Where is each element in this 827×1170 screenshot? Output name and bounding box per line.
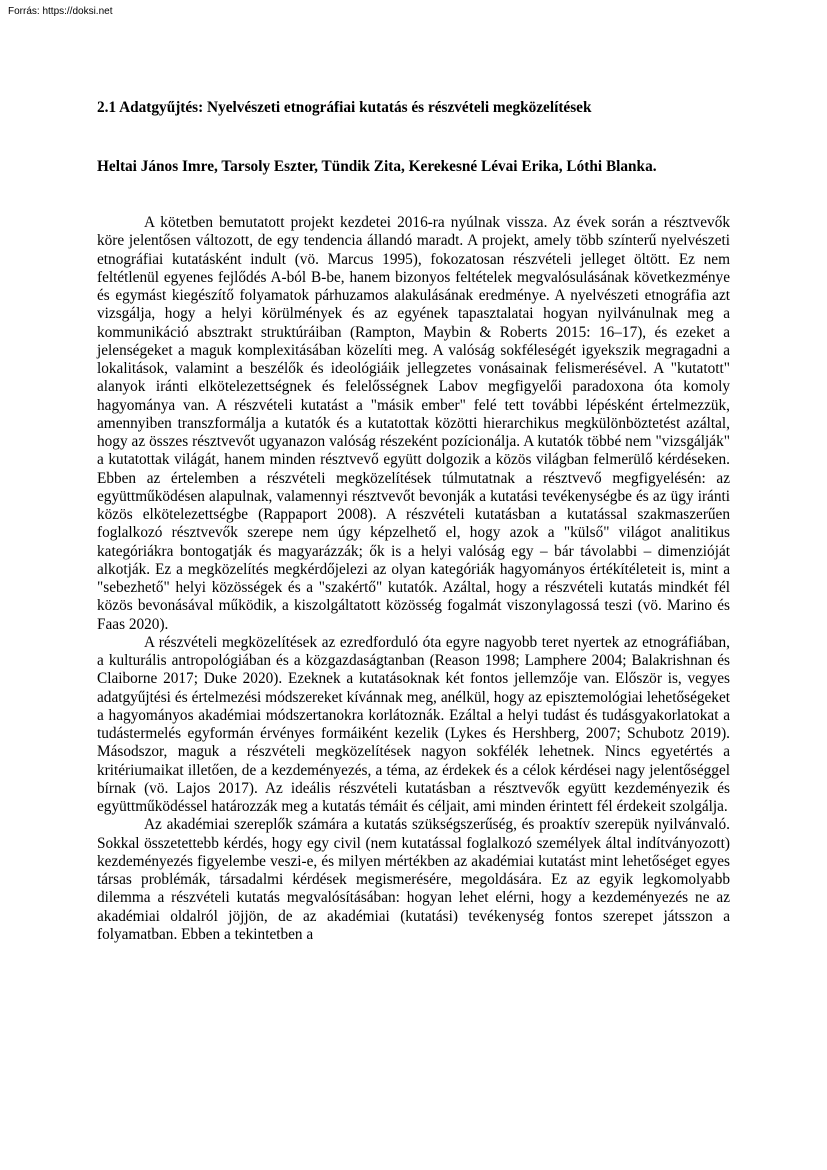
body-text	[97, 214, 730, 944]
paragraph: A részvételi megközelítések az ezredforduló óta egyre nagyobb teret nyertek az etnográfiában, a kulturális antropológiában és a közgazdaságtanban (Reason 1998; Lamphere 2004; Balakrishnan és Claiborne 2017; Duke 2020). Ezeknek a kutatásoknak két fontos jellemzője van. Először is, vegyes adatgyűjtési és értelmezési módszereket kívánnak meg, anélkül, hogy az episztemológiai lehetőségeket a hagyományos akadémiai módszertanokra korlátoznák. Ezáltal a helyi tudást és tudásgyakorlatokat a tudástermelés egyformán érvényes formáiként kezelik (Lykes és Hershberg, 2007; Schubotz 2019). Másodszor, maguk a részvételi megközelítések nagyon sokfélék lehetnek. Nincs egyetértés a kritériumaikat illetően, de a kezdeményezés, a téma, az érdekek és a célok kérdései nagy jelentőséggel bírnak (vö. Lajos 2017). Az ideális részvételi kutatásban a résztvevők együtt kezdeményezik és együttműködéssel határozzák meg a kutatás témáit és céljait, ami minden érintett fél érdekeit szolgálja.	[97, 633, 730, 815]
section-title: 2.1 Adatgyűjtés: Nyelvészeti etnográfiai kutatás és részvételi megközelítések	[97, 99, 592, 116]
source-label: Forrás: https://doksi.net	[8, 6, 113, 17]
author-list: Heltai János Imre, Tarsoly Eszter, Tündik Zita, Kerekesné Lévai Erika, Lóthi Blanka.	[97, 158, 657, 175]
paragraph: A kötetben bemutatott projekt kezdetei 2016-ra nyúlnak vissza. Az évek során a résztvevők köre jelentősen változott, de egy tendencia állandó maradt. A projekt, amely több színterű nyelvészeti etnográfiai kutatásként indult (vö. Marcus 1995), fokozatosan részvételi jelleget öltött. Ez nem feltétlenül egyenes fejlődés A-ból B-be, hanem bizonyos feltételek megvalósulásának következménye és egymást kiegészítő folyamatok párhuzamos alakulásának eredménye. A nyelvészeti etnográfia azt vizsgálja, hogy a helyi körülmények és az egyének tapasztalatai hogyan nyilvánulnak meg a kommunikáció absztrakt struktúráiban (Rampton, Maybin & Roberts 2015: 16–17), és ezeket a jelenségeket a maguk komplexitásában közelíti meg. A valóság sokféleségét igyekszik megragadni a lokalitások, valamint a beszélők és ideológiáik jellegzetes vonásainak felismerésével. A "kutatott" alanyok iránti elkötelezettségnek és felelősségnek Labov megfigyelői paradoxona óta komoly hagyománya van. A részvételi kutatást a "másik ember" felé tett további lépésként értelmezzük, amennyiben transzformálja a kutatók és a kutatottak közötti hierarchikus megkülönböztetést azáltal, hogy az összes résztvevőt ugyanazon valóság részeként pozícionálja. A kutatók többé nem "vizsgálják" a kutatottak világát, hanem minden résztvevő együtt dolgozik a közös világban felmerülő kérdéseken. Ebben az értelemben a részvételi megközelítések túlmutatnak a résztvevő megfigyelésén: az együttműködésen alapulnak, valamennyi résztvevőt bevonják a kutatási tevékenységbe és az ügy iránti közös elkötelezettségbe (Rappaport 2008). A részvételi kutatásban a kutatással szakmaszerűen foglalkozó résztvevők szerepe nem úgy képzelhető el, hogy azok a "külső" világot analitikus kategóriákra bontogatják és magyarázzák; ők is a helyi valóság egy – bár távolabbi – dimenzióját alkotják. Ez a megközelítés megkérdőjelezi az olyan kategóriák hagyományos értékítéleteit is, mint a "sebezhető" helyi közösségek és a "szakértő" kutatók. Azáltal, hogy a részvételi kutatás mindkét fél közös bevonásával működik, a kiszolgáltatott közösség fogalmát viszonylagossá teszi (vö. Marino és Faas 2020).	[97, 214, 730, 633]
paragraph: Az akadémiai szereplők számára a kutatás szükségszerűség, és proaktív szerepük nyilvánvaló. Sokkal összetettebb kérdés, hogy egy civil (nem kutatással foglalkozó személyek által indítványozott) kezdeményezés figyelembe veszi-e, és milyen mértékben az akadémiai kutatást mint lehetőséget egyes társas problémák, társadalmi kérdések megismerésére, megoldására. Ez az egyik legkomolyabb dilemma a részvételi kutatás megvalósításában: hogyan lehet elérni, hogy a kezdeményezés ne az akadémiai oldalról jöjjön, de az akadémiai (kutatási) tevékenység fontos szerepet játsszon a folyamatban. Ebben a tekintetben a	[97, 816, 730, 943]
